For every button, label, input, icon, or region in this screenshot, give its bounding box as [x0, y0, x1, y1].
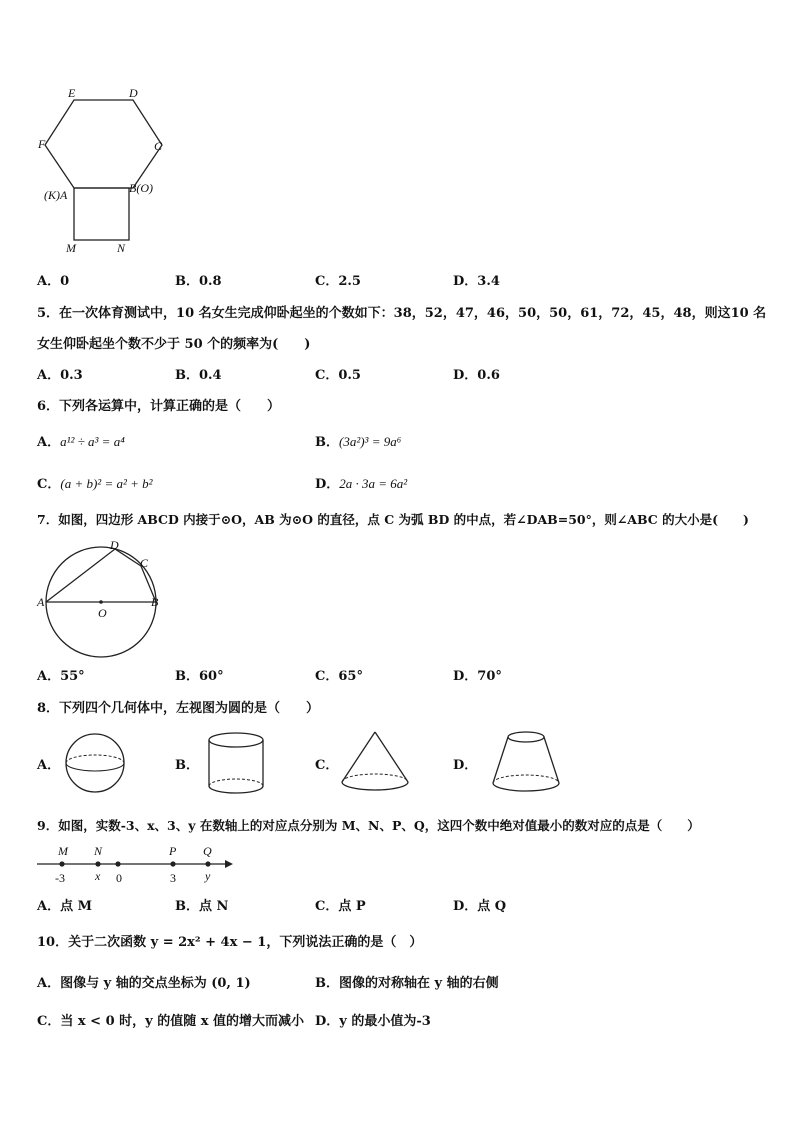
q7-option-a: A．55° [37, 669, 85, 684]
q7-option-b: B．60° [175, 669, 224, 684]
tick-label-3: 3 [170, 871, 176, 885]
q8-option-d: D． [453, 758, 478, 773]
q8-option-b: B． [175, 758, 199, 773]
q10-option-d: D．y 的最小值为-3 [315, 1014, 431, 1029]
frustum-icon [490, 727, 562, 801]
q6-c-label: C． [37, 477, 61, 492]
point-label-M: M [58, 844, 68, 858]
q8-option-a: A． [37, 758, 61, 773]
q7-option-d: D．70° [453, 669, 502, 684]
q6-option-c [37, 473, 153, 492]
circle-quadrilateral-figure [35, 535, 165, 655]
tick-label-neg3: -3 [55, 871, 65, 885]
q6-d-label: D． [315, 477, 340, 492]
q5-option-b: B．0.4 [175, 368, 222, 383]
label-A: A [37, 595, 45, 609]
point-label-Q: Q [203, 844, 212, 858]
label-C: C [154, 139, 163, 153]
q5-option-c: C．0.5 [315, 368, 361, 383]
tick-label-0: 0 [116, 871, 122, 885]
label-D: D [129, 86, 138, 100]
q4-option-d: D．3.4 [453, 274, 500, 289]
q6-a-expr: a¹² ÷ a³ = a⁴ [60, 434, 125, 449]
number-line [37, 840, 237, 888]
label-B: B [151, 595, 159, 609]
q5-stem-line2: 女生仰卧起坐个数不少于 50 个的频率为( ) [37, 337, 311, 352]
q5-option-a: A．0.3 [37, 368, 83, 383]
hexagon-square-figure [30, 80, 180, 260]
q6-b-label: B． [315, 435, 339, 450]
q9-option-d: D．点 Q [453, 899, 507, 914]
sphere-icon [62, 732, 132, 797]
q6-c-expr: (a + b)² = a² + b² [60, 476, 153, 491]
label-E: E [68, 86, 76, 100]
label-F: F [38, 137, 46, 151]
q5-stem-line1: 5．在一次体育测试中，10 名女生完成仰卧起坐的个数如下：38，52，47，46，50，50，61，72，45，48，则这10 名 [37, 306, 767, 321]
q5-option-d: D．0.6 [453, 368, 500, 383]
q6-option-b [315, 431, 401, 450]
q7-stem: 7．如图，四边形 ABCD 内接于⊙O，AB 为⊙O 的直径，点 C 为弧 BD 的中点，若∠DAB=50°，则∠ABC 的大小是( ) [37, 512, 749, 527]
q6-a-label: A． [37, 435, 61, 450]
q4-option-b: B．0.8 [175, 274, 222, 289]
q9-option-a: A．点 M [37, 899, 93, 914]
label-BO: B(O) [129, 181, 153, 195]
q10-option-a: A．图像与 y 轴的交点坐标为 (0, 1) [37, 976, 251, 991]
label-M: M [66, 241, 76, 255]
label-C: C [140, 556, 149, 570]
q4-option-a: A．0 [37, 274, 70, 289]
label-D: D [110, 538, 119, 552]
point-label-P: P [169, 844, 177, 858]
q6-option-d [315, 473, 407, 492]
cone-icon [340, 728, 412, 800]
q8-stem: 8．下列四个几何体中，左视图为圆的是（ ） [37, 701, 320, 716]
q4-option-c: C．2.5 [315, 274, 361, 289]
q6-d-expr: 2a · 3a = 6a² [339, 476, 408, 491]
q7-option-c: C．65° [315, 669, 363, 684]
q10-stem: 10．关于二次函数 y = 2x² + 4x − 1，下列说法正确的是（ ） [37, 935, 423, 950]
label-KA: (K)A [44, 188, 68, 202]
point-label-N: N [94, 844, 103, 858]
q10-option-c: C．当 x < 0 时，y 的值随 x 值的增大而减小 [37, 1014, 305, 1029]
cylinder-icon [204, 730, 274, 800]
q8-option-c: C． [315, 758, 339, 773]
q10-option-b: B．图像的对称轴在 y 轴的右侧 [315, 976, 499, 991]
label-N: N [117, 241, 126, 255]
q9-option-c: C．点 P [315, 899, 366, 914]
tick-label-y: y [205, 869, 211, 883]
q6-stem: 6．下列各运算中，计算正确的是（ ） [37, 399, 281, 414]
q6-option-a [37, 431, 125, 450]
q9-option-b: B．点 N [175, 899, 229, 914]
tick-label-x: x [95, 869, 101, 883]
label-O: O [98, 606, 107, 620]
q9-stem: 9．如图，实数-3、x、3、y 在数轴上的对应点分别为 M、N、P、Q，这四个数中绝对值最小的数对应的点是（ ） [37, 818, 700, 833]
q6-b-expr: (3a²)³ = 9a⁶ [339, 434, 402, 449]
